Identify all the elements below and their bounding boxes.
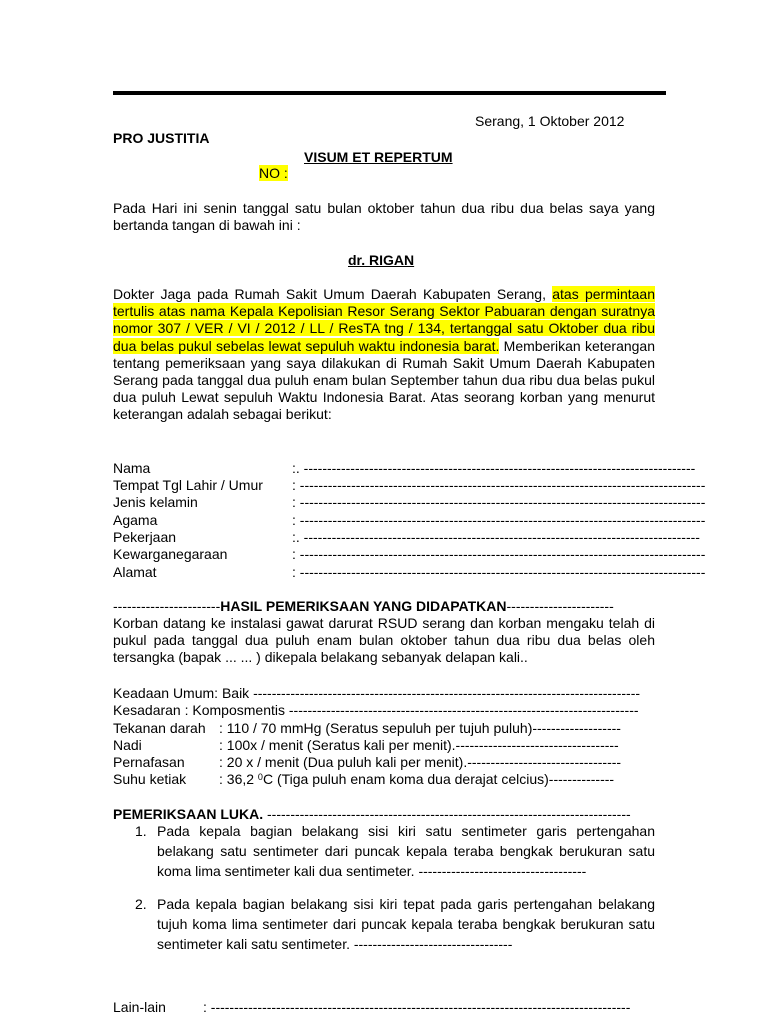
identity-value-kewarganegaraan: : ---------------------------------------------------------------------------------------: [292, 546, 706, 562]
wounds-heading-line: PEMERIKSAAN LUKA. ------------------------------------------------------------------------------: [113, 806, 631, 822]
vital-label-pernafasan: Pernafasan: [113, 754, 185, 770]
keadaan-umum: Keadaan Umum: Baik -----------------------------------------------------------------------------------: [113, 685, 641, 701]
results-heading-line: -----------------------HASIL PEMERIKSAAN YANG DIDAPATKAN-----------------------: [113, 598, 614, 614]
identity-value-agama: : ---------------------------------------------------------------------------------------: [292, 512, 706, 528]
wounds-heading: PEMERIKSAAN LUKA.: [113, 806, 264, 822]
identity-value-ttl: : ---------------------------------------------------------------------------------------: [292, 477, 706, 493]
identity-value-jenis-kelamin: : ---------------------------------------------------------------------------------------: [292, 494, 706, 510]
identity-value-alamat: : ---------------------------------------------------------------------------------------: [292, 564, 706, 580]
vital-label-suhu: Suhu ketiak: [113, 771, 187, 787]
vital-label-nadi: Nadi: [113, 737, 142, 753]
document-number: NO :: [259, 165, 288, 181]
document-title: VISUM ET REPERTUM: [304, 149, 453, 165]
identity-label-kewarganegaraan: Kewarganegaraan: [113, 546, 228, 562]
identity-label-nama: Nama: [113, 460, 151, 476]
lain-value: : ------------------------------------------------------------------------------------------: [203, 999, 631, 1015]
wound-number: 2.: [135, 896, 147, 912]
vital-label-tekanan: Tekanan darah: [113, 720, 206, 736]
identity-value-nama: :. ------------------------------------------------------------------------------------: [292, 460, 696, 476]
header-rule: [113, 91, 666, 95]
identity-label-ttl: Tempat Tgl Lahir / Umur: [113, 477, 263, 493]
wound-item: Pada kepala bagian belakang sisi kiri tepat pada garis pertengahan belakang tujuh koma lima sentimeter dari puncak kepala teraba bengkak berukuran satu sentimeter kali satu sentimeter. ----------------------------------: [157, 896, 655, 952]
vital-value-nadi: : 100x / menit (Seratus kali per menit).-----------------------------------: [219, 737, 619, 753]
results-paragraph: Korban datang ke instalasi gawat darurat RSUD serang dan korban mengaku telah di pukul pada tanggal dua puluh enam bulan oktober tahun dua ribu dua belas oleh tersangka (bapak ... ... ) dikepala belakang sebanyak delapan kali..: [113, 615, 655, 666]
vital-value-suhu: : 36,2 $^0$C (Tiga puluh enam koma dua derajat celcius)--------------: [219, 771, 615, 787]
vital-value-tekanan: : 110 / 70 mmHg (Seratus sepuluh per tujuh puluh)-------------------: [219, 720, 621, 736]
request-paragraph: Dokter Jaga pada Rumah Sakit Umum Daerah Kabupaten Serang, atas permintaan tertulis atas nama Kepala Kepolisian Resor Serang Sektor Pabuaran dengan suratnya nomor 307 / VER / VI / 2012 / LL / ResTA tng / 134, tertanggal satu Oktober dua ribu dua belas pukul sebelas lewat sepuluh waktu indonesia barat. Memberikan keterangan tentang pemeriksaan yang saya dilakukan di Rumah Sakit Umum Daerah Kabupaten Serang pada tanggal dua puluh enam bulan September tahun dua ribu dua belas pukul dua puluh Lewat sepuluh Waktu Indonesia Barat. Atas seorang korban yang menurut keterangan adalah sebagai berikut:: [113, 286, 655, 423]
lain-label: Lain-lain: [113, 999, 166, 1015]
kesadaran: Kesadaran : Komposmentis ---------------------------------------------------------------------------: [113, 702, 639, 718]
results-heading: HASIL PEMERIKSAAN YANG DIDAPATKAN: [220, 598, 507, 614]
identity-label-pekerjaan: Pekerjaan: [113, 529, 177, 545]
identity-label-alamat: Alamat: [113, 564, 157, 580]
pro-justitia: PRO JUSTITIA: [113, 130, 210, 146]
doctor-name: dr. RIGAN: [348, 252, 415, 268]
place-date: Serang, 1 Oktober 2012: [475, 113, 625, 129]
wound-item: Pada kepala bagian belakang sisi kiri satu sentimeter garis pertengahan belakang satu sentimeter dari puncak kepala teraba bengkak berukuran satu koma lima sentimeter kali dua sentimeter. ------------------------------------: [157, 823, 655, 879]
identity-label-jenis-kelamin: Jenis kelamin: [113, 494, 198, 510]
wound-number: 1.: [135, 823, 147, 839]
identity-label-agama: Agama: [113, 512, 158, 528]
vital-value-pernafasan: : 20 x / menit (Dua puluh kali per menit).---------------------------------: [219, 754, 622, 770]
identity-value-pekerjaan: :. -------------------------------------------------------------------------------------: [292, 529, 700, 545]
intro-paragraph: Pada Hari ini senin tanggal satu bulan oktober tahun dua ribu dua belas saya yang bertanda tangan di bawah ini :: [113, 200, 655, 234]
